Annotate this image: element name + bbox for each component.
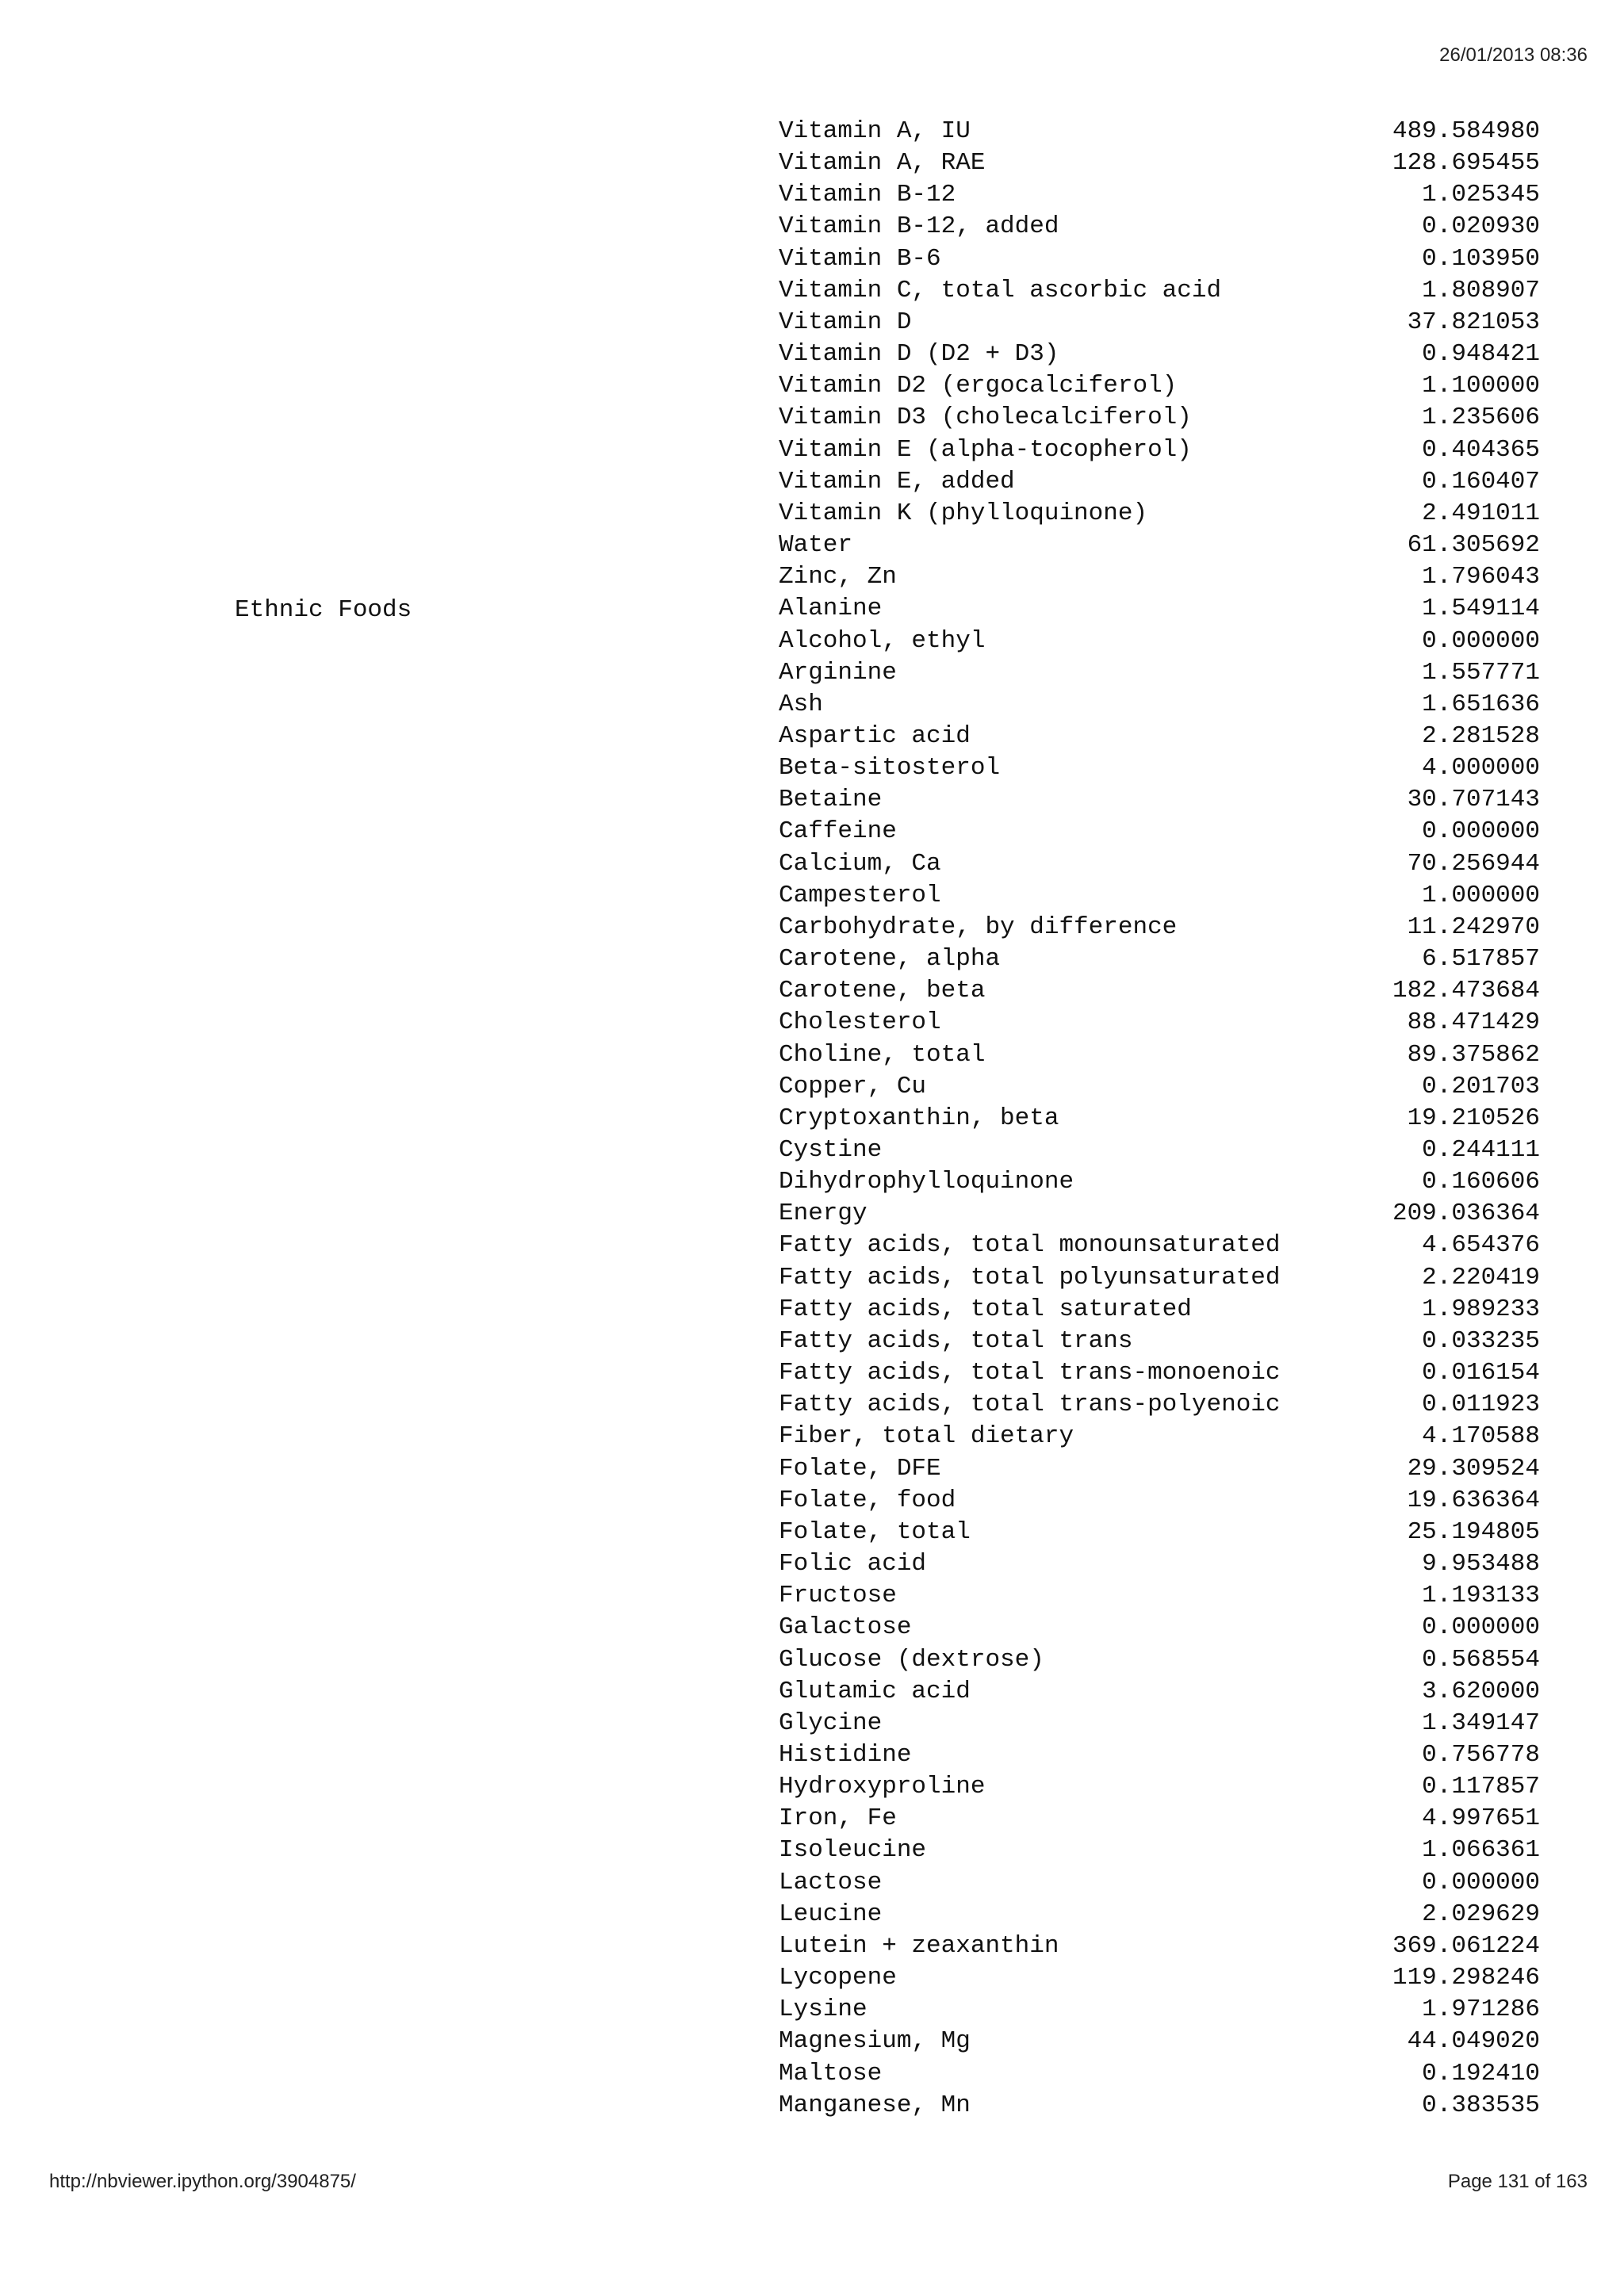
table-row <box>779 1071 1540 1103</box>
nutrient-name: Galactose <box>779 1613 912 1642</box>
nutrient-value: 0.000000 <box>1422 1868 1540 1896</box>
nutrient-name: Dihydrophylloquinone <box>779 1168 1074 1196</box>
table-row <box>779 1580 1540 1612</box>
table-row <box>779 1708 1540 1739</box>
nutrient-name: Glycine <box>779 1709 883 1737</box>
table-row <box>779 1198 1540 1230</box>
nutrient-value: 0.244111 <box>1422 1136 1540 1164</box>
table-row <box>779 1326 1540 1357</box>
nutrient-value: 19.636364 <box>1407 1486 1540 1514</box>
table-row <box>779 752 1540 784</box>
nutrient-value: 2.220419 <box>1422 1263 1540 1292</box>
table-row <box>779 784 1540 816</box>
table-row <box>779 1007 1540 1039</box>
nutrient-name: Vitamin B-6 <box>779 244 941 273</box>
nutrient-name: Iron, Fe <box>779 1804 897 1833</box>
table-row <box>779 1771 1540 1803</box>
table-row <box>779 1421 1540 1452</box>
nutrient-table <box>779 116 1540 2122</box>
table-row <box>779 466 1540 498</box>
table-row <box>779 593 1540 625</box>
nutrient-name: Ash <box>779 690 823 718</box>
table-row <box>779 275 1540 307</box>
nutrient-value: 11.242970 <box>1407 913 1540 941</box>
table-row <box>779 912 1540 943</box>
nutrient-name: Isoleucine <box>779 1836 927 1865</box>
table-row <box>779 116 1540 147</box>
nutrient-value: 0.020930 <box>1422 212 1540 241</box>
food-group-label: Ethnic Foods <box>235 596 412 624</box>
nutrient-value: 88.471429 <box>1407 1008 1540 1037</box>
nutrient-value: 1.549114 <box>1422 595 1540 623</box>
nutrient-name: Vitamin A, IU <box>779 117 971 145</box>
table-row <box>779 1644 1540 1676</box>
nutrient-value: 128.695455 <box>1392 149 1540 178</box>
table-row <box>779 1517 1540 1548</box>
nutrient-value: 19.210526 <box>1407 1104 1540 1132</box>
nutrient-value: 182.473684 <box>1392 977 1540 1005</box>
nutrient-value: 4.654376 <box>1422 1231 1540 1260</box>
table-row <box>779 1962 1540 1994</box>
table-row <box>779 1899 1540 1931</box>
table-row <box>779 2090 1540 2122</box>
table-row <box>779 1135 1540 1166</box>
nutrient-name: Lactose <box>779 1868 883 1896</box>
table-row <box>779 943 1540 975</box>
table-row <box>779 657 1540 689</box>
nutrient-name: Hydroxyproline <box>779 1773 986 1801</box>
nutrient-name: Choline, total <box>779 1040 986 1069</box>
print-timestamp: 26/01/2013 08:36 <box>1439 44 1588 66</box>
nutrient-value: 37.821053 <box>1407 308 1540 336</box>
nutrient-value: 1.989233 <box>1422 1295 1540 1323</box>
table-row <box>779 1294 1540 1326</box>
table-row <box>779 689 1540 721</box>
nutrient-name: Fiber, total dietary <box>779 1422 1074 1451</box>
nutrient-name: Fatty acids, total polyunsaturated <box>779 1263 1281 1292</box>
nutrient-name: Vitamin B-12 <box>779 181 956 209</box>
nutrient-name: Vitamin E, added <box>779 467 1015 496</box>
nutrient-value: 1.000000 <box>1422 881 1540 909</box>
table-row <box>779 1357 1540 1389</box>
nutrient-name: Carotene, alpha <box>779 945 1001 974</box>
nutrient-name: Histidine <box>779 1740 912 1769</box>
table-row <box>779 1230 1540 1261</box>
nutrient-name: Vitamin A, RAE <box>779 149 986 178</box>
nutrient-value: 1.193133 <box>1422 1582 1540 1610</box>
nutrient-value: 0.000000 <box>1422 626 1540 655</box>
table-row <box>779 2058 1540 2090</box>
nutrient-name: Fatty acids, total trans-polyenoic <box>779 1391 1281 1419</box>
nutrient-value: 2.281528 <box>1422 721 1540 750</box>
nutrient-name: Caffeine <box>779 817 897 846</box>
table-row <box>779 975 1540 1007</box>
nutrient-value: 0.756778 <box>1422 1740 1540 1769</box>
table-row <box>779 721 1540 752</box>
nutrient-name: Calcium, Ca <box>779 849 941 878</box>
nutrient-name: Vitamin E (alpha-tocopherol) <box>779 435 1192 464</box>
nutrient-name: Carbohydrate, by difference <box>779 913 1178 941</box>
nutrient-name: Fatty acids, total saturated <box>779 1295 1192 1323</box>
nutrient-name: Maltose <box>779 2059 883 2087</box>
nutrient-name: Alanine <box>779 595 883 623</box>
nutrient-name: Folate, DFE <box>779 1454 941 1483</box>
nutrient-name: Aspartic acid <box>779 721 971 750</box>
nutrient-value: 1.971286 <box>1422 1996 1540 2024</box>
nutrient-name: Lycopene <box>779 1964 897 1992</box>
table-row <box>779 1453 1540 1485</box>
nutrient-name: Copper, Cu <box>779 1072 927 1100</box>
nutrient-value: 0.011923 <box>1422 1391 1540 1419</box>
nutrient-value: 0.000000 <box>1422 817 1540 846</box>
nutrient-value: 29.309524 <box>1407 1454 1540 1483</box>
table-row <box>779 243 1540 275</box>
nutrient-name: Zinc, Zn <box>779 563 897 591</box>
nutrient-value: 4.170588 <box>1422 1422 1540 1451</box>
table-row <box>779 1262 1540 1294</box>
nutrient-name: Manganese, Mn <box>779 2091 971 2119</box>
nutrient-name: Cystine <box>779 1136 883 1164</box>
nutrient-value: 2.029629 <box>1422 1900 1540 1928</box>
nutrient-value: 1.235606 <box>1422 404 1540 432</box>
nutrient-name: Energy <box>779 1200 868 1228</box>
table-row <box>779 179 1540 211</box>
nutrient-value: 89.375862 <box>1407 1040 1540 1069</box>
nutrient-value: 4.000000 <box>1422 754 1540 783</box>
nutrient-value: 1.796043 <box>1422 563 1540 591</box>
nutrient-value: 0.383535 <box>1422 2091 1540 2119</box>
table-row <box>779 1612 1540 1644</box>
nutrient-name: Carotene, beta <box>779 977 986 1005</box>
footer-url[interactable]: http://nbviewer.ipython.org/3904875/ <box>49 2171 356 2192</box>
nutrient-value: 30.707143 <box>1407 786 1540 814</box>
table-row <box>779 561 1540 593</box>
table-row <box>779 1166 1540 1198</box>
nutrient-value: 0.404365 <box>1422 435 1540 464</box>
page-number: Page 131 of 163 <box>1447 2171 1588 2192</box>
nutrient-value: 1.025345 <box>1422 181 1540 209</box>
nutrient-value: 0.192410 <box>1422 2059 1540 2087</box>
nutrient-value: 61.305692 <box>1407 531 1540 560</box>
table-row <box>779 1548 1540 1580</box>
table-row <box>779 1835 1540 1866</box>
table-row <box>779 1103 1540 1135</box>
nutrient-value: 3.620000 <box>1422 1677 1540 1705</box>
table-row <box>779 1739 1540 1771</box>
table-row <box>779 434 1540 466</box>
nutrient-value: 209.036364 <box>1392 1200 1540 1228</box>
nutrient-name: Glutamic acid <box>779 1677 971 1705</box>
table-row <box>779 307 1540 339</box>
table-row <box>779 147 1540 179</box>
nutrient-value: 1.349147 <box>1422 1709 1540 1737</box>
nutrient-value: 0.103950 <box>1422 244 1540 273</box>
nutrient-name: Folic acid <box>779 1550 927 1578</box>
nutrient-name: Folate, food <box>779 1486 956 1514</box>
nutrient-value: 2.491011 <box>1422 499 1540 527</box>
nutrient-name: Cryptoxanthin, beta <box>779 1104 1059 1132</box>
nutrient-name: Vitamin C, total ascorbic acid <box>779 276 1222 304</box>
table-row <box>779 1867 1540 1899</box>
nutrient-value: 119.298246 <box>1392 1964 1540 1992</box>
table-row <box>779 880 1540 912</box>
table-row <box>779 1485 1540 1517</box>
nutrient-value: 489.584980 <box>1392 117 1540 145</box>
nutrient-value: 0.000000 <box>1422 1613 1540 1642</box>
nutrient-value: 0.160606 <box>1422 1168 1540 1196</box>
table-row <box>779 1803 1540 1835</box>
nutrient-name: Lutein + zeaxanthin <box>779 1931 1059 1960</box>
nutrient-value: 0.568554 <box>1422 1645 1540 1674</box>
nutrient-value: 0.948421 <box>1422 340 1540 369</box>
nutrient-name: Fructose <box>779 1582 897 1610</box>
nutrient-name: Lysine <box>779 1996 868 2024</box>
nutrient-value: 70.256944 <box>1407 849 1540 878</box>
table-row <box>779 339 1540 370</box>
nutrient-name: Vitamin B-12, added <box>779 212 1059 241</box>
nutrient-value: 9.953488 <box>1422 1550 1540 1578</box>
table-row <box>779 816 1540 848</box>
table-row <box>779 211 1540 243</box>
nutrient-value: 44.049020 <box>1407 2027 1540 2056</box>
nutrient-value: 1.651636 <box>1422 690 1540 718</box>
nutrient-value: 1.557771 <box>1422 658 1540 687</box>
nutrient-name: Alcohol, ethyl <box>779 626 986 655</box>
nutrient-name: Glucose (dextrose) <box>779 1645 1044 1674</box>
nutrient-name: Arginine <box>779 658 897 687</box>
table-row <box>779 370 1540 402</box>
nutrient-value: 0.117857 <box>1422 1773 1540 1801</box>
table-row <box>779 530 1540 561</box>
nutrient-name: Magnesium, Mg <box>779 2027 971 2056</box>
table-row <box>779 848 1540 880</box>
nutrient-value: 1.100000 <box>1422 372 1540 400</box>
nutrient-value: 0.033235 <box>1422 1326 1540 1355</box>
nutrient-value: 0.016154 <box>1422 1359 1540 1387</box>
nutrient-name: Vitamin D2 (ergocalciferol) <box>779 372 1178 400</box>
table-row <box>779 1039 1540 1071</box>
nutrient-name: Vitamin D (D2 + D3) <box>779 340 1059 369</box>
table-row <box>779 626 1540 657</box>
nutrient-value: 25.194805 <box>1407 1517 1540 1546</box>
table-row <box>779 2026 1540 2057</box>
table-row <box>779 498 1540 530</box>
nutrient-name: Vitamin K (phylloquinone) <box>779 499 1148 527</box>
nutrient-value: 369.061224 <box>1392 1931 1540 1960</box>
nutrient-name: Folate, total <box>779 1517 971 1546</box>
nutrient-name: Vitamin D <box>779 308 912 336</box>
nutrient-name: Fatty acids, total trans <box>779 1326 1133 1355</box>
nutrient-name: Fatty acids, total monounsaturated <box>779 1231 1281 1260</box>
nutrient-value: 0.160407 <box>1422 467 1540 496</box>
nutrient-name: Water <box>779 531 853 560</box>
table-row <box>779 1676 1540 1708</box>
nutrient-name: Betaine <box>779 786 883 814</box>
table-row <box>779 1389 1540 1421</box>
nutrient-name: Campesterol <box>779 881 941 909</box>
nutrient-name: Beta-sitosterol <box>779 754 1001 783</box>
nutrient-value: 0.201703 <box>1422 1072 1540 1100</box>
nutrient-value: 1.808907 <box>1422 276 1540 304</box>
nutrient-name: Leucine <box>779 1900 883 1928</box>
nutrient-name: Fatty acids, total trans-monoenoic <box>779 1359 1281 1387</box>
table-row <box>779 402 1540 434</box>
nutrient-value: 1.066361 <box>1422 1836 1540 1865</box>
nutrient-name: Vitamin D3 (cholecalciferol) <box>779 404 1192 432</box>
table-row <box>779 1994 1540 2026</box>
table-row <box>779 1931 1540 1962</box>
nutrient-value: 6.517857 <box>1422 945 1540 974</box>
nutrient-value: 4.997651 <box>1422 1804 1540 1833</box>
nutrient-name: Cholesterol <box>779 1008 941 1037</box>
